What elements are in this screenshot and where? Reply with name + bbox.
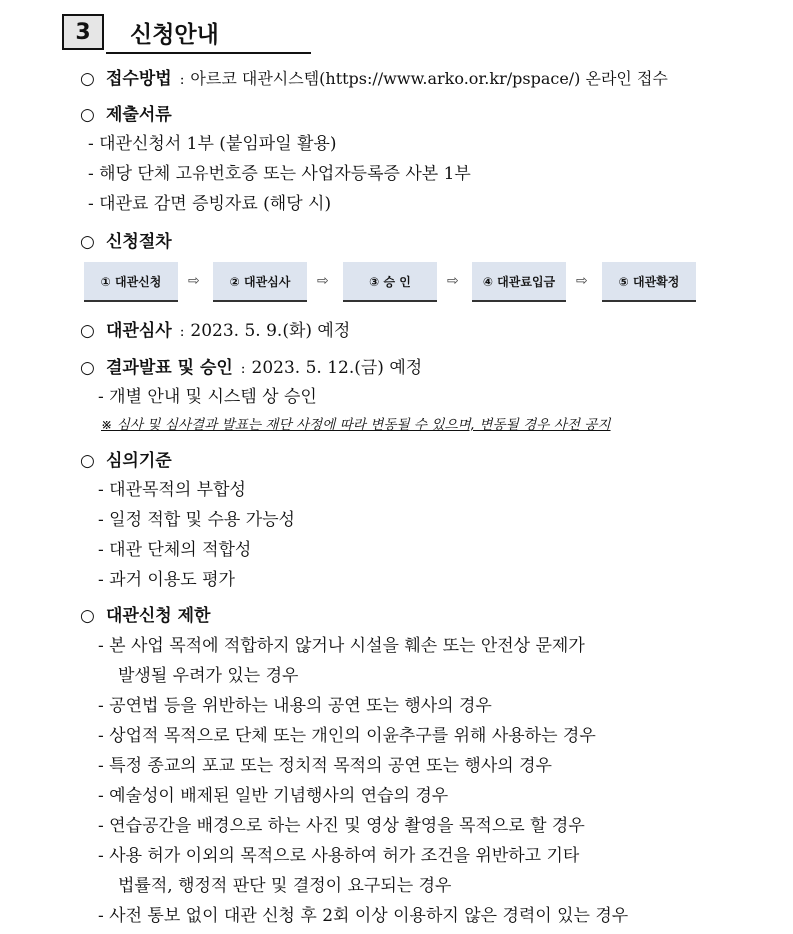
- bullet-icon: ○: [80, 69, 95, 89]
- procedure-label: 신청절차: [106, 232, 172, 252]
- list-item: 발생될 우려가 있는 경우: [118, 666, 299, 686]
- list-item: - 사용 허가 이외의 목적으로 사용하여 허가 조건을 위반하고 기타: [98, 846, 580, 866]
- bullet-icon: ○: [80, 451, 95, 471]
- list-item: - 공연법 등을 위반하는 내용의 공연 또는 행사의 경우: [98, 696, 492, 716]
- section-underline: [106, 52, 311, 54]
- review-date: 2023. 5. 9.(화) 예정: [190, 321, 351, 341]
- list-item: - 본 사업 목적에 적합하지 않거나 시설을 훼손 또는 안전상 문제가: [98, 636, 585, 656]
- arrow-right-icon: ⇨: [447, 273, 459, 289]
- procedure-flow: [84, 262, 696, 304]
- review-line: [106, 321, 350, 342]
- colon: :: [179, 72, 185, 88]
- result-date: 2023. 5. 12.(금) 예정: [251, 358, 423, 378]
- result-line: [106, 358, 422, 379]
- reception-label: 접수방법: [106, 69, 172, 89]
- list-item: - 사전 통보 없이 대관 신청 후 2회 이상 이용하지 않은 경력이 있는 경우: [98, 906, 629, 926]
- bullet-icon: ○: [80, 321, 95, 341]
- documents-label: 제출서류: [106, 105, 172, 125]
- step-review: ② 대관심사: [213, 262, 307, 302]
- list-item: - 일정 적합 및 수용 가능성: [98, 510, 295, 530]
- result-note: ※ 심사 및 심사결과 발표는 재단 사정에 따라 변동될 수 있으며, 변동될 경우 사전 공지: [101, 417, 611, 433]
- section-number: 3: [62, 14, 104, 50]
- criteria-label: 심의기준: [106, 451, 172, 471]
- reception-line: [106, 69, 668, 90]
- section-title: 신청안내: [130, 22, 219, 48]
- list-item: 법률적, 행정적 판단 및 결정이 요구되는 경우: [118, 876, 452, 896]
- restrictions-label: 대관신청 제한: [106, 606, 211, 626]
- step-approval: ③ 승 인: [343, 262, 437, 302]
- colon: :: [179, 324, 185, 340]
- list-item: - 대관료 감면 증빙자료 (해당 시): [88, 194, 332, 214]
- bullet-icon: ○: [80, 105, 95, 125]
- review-label: 대관심사: [106, 321, 172, 341]
- list-item: - 대관목적의 부합성: [98, 480, 246, 500]
- list-item: - 특정 종교의 포교 또는 정치적 목적의 공연 또는 행사의 경우: [98, 756, 552, 776]
- step-confirm: ⑤ 대관확정: [602, 262, 696, 302]
- arrow-right-icon: ⇨: [317, 273, 329, 289]
- list-item: - 연습공간을 배경으로 하는 사진 및 영상 촬영을 목적으로 할 경우: [98, 816, 585, 836]
- step-apply: ① 대관신청: [84, 262, 178, 302]
- list-item: - 대관신청서 1부 (붙임파일 활용): [88, 134, 337, 154]
- list-item: - 과거 이용도 평가: [98, 570, 235, 590]
- bullet-icon: ○: [80, 606, 95, 626]
- list-item: - 대관 단체의 적합성: [98, 540, 252, 560]
- arrow-right-icon: ⇨: [576, 273, 588, 289]
- list-item: - 개별 안내 및 시스템 상 승인: [98, 387, 317, 407]
- step-payment: ④ 대관료입금: [472, 262, 566, 302]
- reception-text: 아르코 대관시스템(https://www.arko.or.kr/pspace/) 온라인 접수: [190, 69, 668, 88]
- result-label: 결과발표 및 승인: [106, 358, 233, 378]
- list-item: - 예술성이 배제된 일반 기념행사의 연습의 경우: [98, 786, 449, 806]
- colon: :: [240, 361, 246, 377]
- list-item: - 해당 단체 고유번호증 또는 사업자등록증 사본 1부: [88, 164, 471, 184]
- list-item: - 상업적 목적으로 단체 또는 개인의 이윤추구를 위해 사용하는 경우: [98, 726, 596, 746]
- bullet-icon: ○: [80, 232, 95, 252]
- bullet-icon: ○: [80, 358, 95, 378]
- arrow-right-icon: ⇨: [188, 273, 200, 289]
